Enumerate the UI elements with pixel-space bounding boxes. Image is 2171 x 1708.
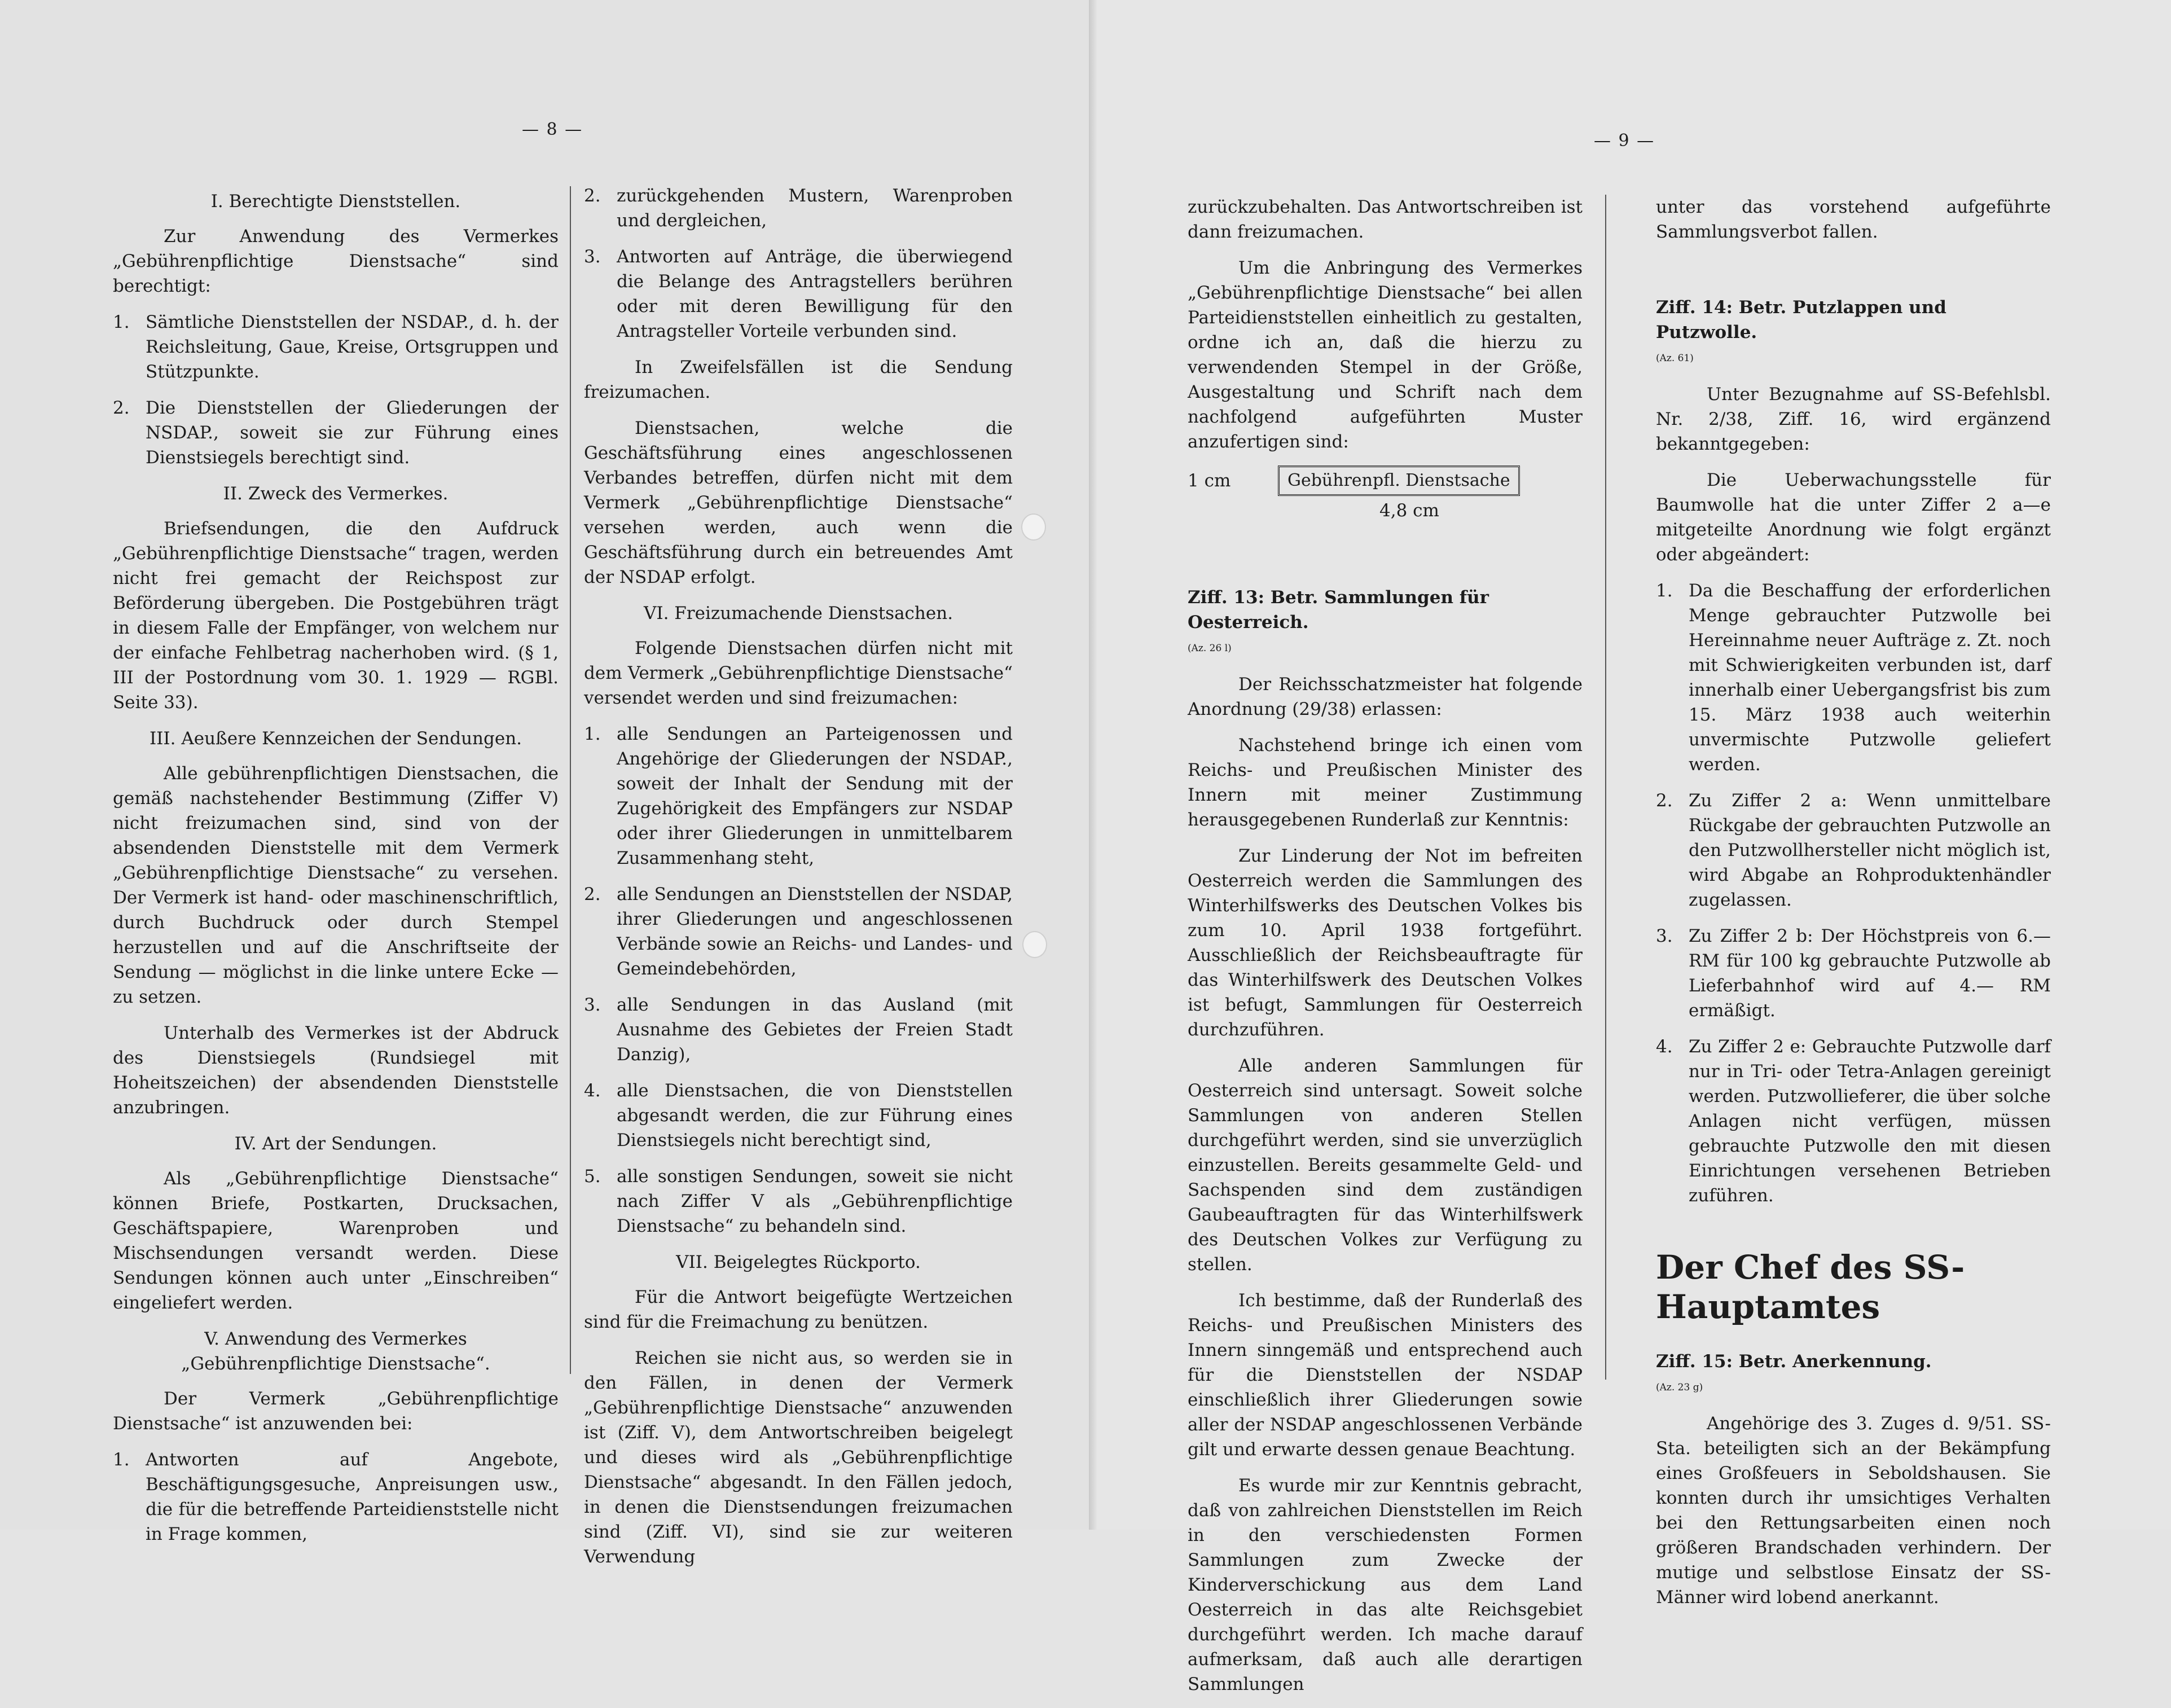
numbered-list [113,310,559,470]
numbered-list [113,1447,559,1547]
paragraph: Es wurde mir zur Kenntnis gebracht, daß von zahlreichen Dienststellen im Reich in den verschiedensten Formen Sammlungen zum Zwecke der Kinderverschickung aus dem Land Oesterreich in das alte Reichsgebiet durchgeführt werden. Ich mache darauf aufmerksam, daß auch alle derartigen Sammlungen [1188,1476,1583,1694]
paragraph: Alle anderen Sammlungen für Oesterreich sind untersagt. Soweit solche Sammlungen von anderen Stellen durchgeführt werden, sind sie unverzüglich einzustellen. Bereits gesammelte Geld- und Sachspenden sind dem zuständigen Gaubeauftragten für das Winterhilfswerk des Deutschen Volkes zur Verfügung zu stellen. [1188,1056,1583,1275]
paragraph: Der Vermerk „Gebührenpflichtige Dienstsache“ ist anzuwenden bei: [113,1389,559,1434]
chief-heading: Der Chef des SS-Hauptamtes [1656,1248,1965,1326]
ziff-15-reference: (Az. 23 g) [1656,1382,1703,1393]
right-page [1097,0,2171,1694]
page-number-left: — 8 — [522,120,583,139]
list-item: 2. Die Dienststellen der Gliederungen der NSDAP., soweit sie zur Führung eines Dienstsiegels berechtigt sind. [113,398,559,468]
list-item: 1. Sämtliche Dienststellen der NSDAP., d. h. der Reichsleitung, Gaue, Kreise, Ortsgruppen und Stützpunkte. [113,312,559,382]
stamp-sample [1188,466,1583,496]
section-title-2: II. Zweck des Vermerkes. [223,484,449,504]
paragraph: Alle gebührenpflichtigen Dienstsachen, die gemäß nachstehender Bestimmung (Ziffer V) nicht freizumachen sind, sind von der absendenden Dienststelle mit dem Vermerk „Gebührenpflichtige Dienstsache“ zu versehen. Der Vermerk ist hand- oder maschinenschriftlich, durch Buchdruck oder durch Stempel herzustellen und auf die Anschriftseite der Sendung — möglichst in die linke untere Ecke — zu setzen. [113,763,559,1007]
section-title-3: III. Aeußere Kennzeichen der Sendungen. [149,728,522,749]
list-item: 3. alle Sendungen in das Ausland (mit Ausnahme des Gebietes der Freien Stadt Danzig), [584,995,1013,1065]
section-title-1: I. Berechtigte Dienststellen. [210,191,461,212]
left-page [0,0,1089,1567]
stamp-width-label: 4,8 cm [1379,500,1439,521]
paragraph: Nachstehend bringe ich einen vom Reichs- und Preußischen Minister des Innern mit meiner Zustimmung herausgegebenen Runderlaß zur Kenntnis: [1188,735,1583,830]
paragraph: Unterhalb des Vermerkes ist der Abdruck des Dienstsiegels (Rundsiegel mit Hoheitszeichen) der absendenden Dienststelle anzubringen. [113,1023,559,1118]
list-item: 1. Antworten auf Angebote, Beschäftigungsgesuche, Anpreisungen usw., die für die betreffende Parteidienststelle nicht in Frage kommen, [113,1450,559,1544]
section-title-5: V. Anwendung des Vermerkes „Gebührenpflichtige Dienstsache“. [181,1329,490,1374]
numbered-list [1656,578,2051,1208]
paragraph: Für die Antwort beigefügte Wertzeichen sind für die Freimachung zu benützen. [584,1287,1013,1332]
paragraph: In Zweifelsfällen ist die Sendung freizumachen. [584,357,1013,402]
list-item: 1. Da die Beschaffung der erforderlichen Menge gebrauchter Putzwolle bei Hereinnahme neuer Aufträge z. Zt. noch mit Schwierigkeiten verbunden ist, darf innerhalb einer Uebergangsfrist bis zum 15. März 1938 auch weiterhin unvermischte Putzwolle geliefert werden. [1656,581,2051,775]
ziff-13-title: Ziff. 13: Betr. Sammlungen für Oesterreich. [1188,587,1489,633]
paragraph: Briefsendungen, die den Aufdruck „Gebührenpflichtige Dienstsache“ tragen, werden nicht frei gemacht der Reichspost zur Beförderung übergeben. Die Postgebühren trägt in diesem Falle der Empfänger, von welchem nur der einfache Fehlbetrag nacherhoben wird. (§ 1, III der Postordnung vom 30. 1. 1929 — RGBl. Seite 33). [113,519,559,713]
paragraph: Ich bestimme, daß der Runderlaß des Reichs- und Preußischen Ministers des Innern sinngemäß und entsprechend auch für die Dienststellen der NSDAP einschließlich ihrer Gliederungen sowie aller der NSDAP angeschlossenen Verbände gilt und erwarte dessen genaue Beachtung. [1188,1290,1583,1460]
stamp-box: Gebührenpfl. Dienstsache [1278,466,1520,496]
paragraph: Die Ueberwachungsstelle für Baumwolle hat die unter Ziffer 2 a—e mitgeteilte Anordnung wie folgt ergänzt oder abgeändert: [1656,470,2051,565]
paragraph: unter das vorstehend aufgeführte Sammlungsverbot fallen. [1656,197,2051,242]
paragraph: Zur Anwendung des Vermerkes „Gebührenpflichtige Dienstsache“ sind berechtigt: [113,226,559,296]
punch-hole [1021,513,1046,541]
column-divider [570,186,571,1374]
paragraph: zurückzubehalten. Das Antwortschreiben ist dann freizumachen. [1188,197,1583,242]
list-item: 5. alle sonstigen Sendungen, soweit sie nicht nach Ziffer V als „Gebührenpflichtige Dienstsache“ zu behandeln sind. [584,1166,1013,1236]
punch-hole [1022,931,1047,958]
right-page-column-2 [1656,195,2051,1621]
list-item: 2. Zu Ziffer 2 a: Wenn unmittelbare Rückgabe der gebrauchten Putzwolle an den Putzwollhersteller nicht möglich ist, wird Abgabe an Rohproduktenhändler zugelassen. [1656,791,2051,910]
numbered-list [584,722,1013,1239]
paragraph: Folgende Dienstsachen dürfen nicht mit dem Vermerk „Gebührenpflichtige Dienstsache“ versendet werden und sind freizumachen: [584,638,1013,708]
section-title-6: VI. Freizumachende Dienstsachen. [643,603,953,624]
list-item: 3. Zu Ziffer 2 b: Der Höchstpreis von 6.— RM für 100 kg gebrauchte Putzwolle ab Lieferbahnhof wird auf 4.— RM ermäßigt. [1656,926,2051,1021]
ziff-14-reference: (Az. 61) [1656,353,1694,364]
list-item: 1. alle Sendungen an Parteigenossen und Angehörige der Gliederungen der NSDAP., soweit der Inhalt der Sendung mit der Zugehörigkeit des Empfängers zur NSDAP oder ihrer Gliederungen in unmittelbarem Zusammenhang steht, [584,724,1013,868]
list-item: 4. alle Dienstsachen, die von Dienststellen abgesandt werden, die zur Führung eines Dienstsiegels nicht berechtigt sind, [584,1081,1013,1151]
ziff-14-title: Ziff. 14: Betr. Putzlappen und Putzwolle. [1656,297,1946,343]
paragraph: Zur Linderung der Not im befreiten Oesterreich werden die Sammlungen des Winterhilfswerks des Deutschen Volkes bis zum 10. April 1938 fortgeführt. Ausschließlich der Reichsbeauftragte für das Winterhilfswerk des Deutschen Volkes ist befugt, Sammlungen für Oesterreich durchzuführen. [1188,846,1583,1040]
column-divider [1605,195,1606,1380]
left-page-column-2 [584,183,1013,1580]
ziff-15-title: Ziff. 15: Betr. Anerkennung. [1656,1351,1932,1372]
paragraph: Unter Bezugnahme auf SS-Befehlsbl. Nr. 2/38, Ziff. 16, wird ergänzend bekanntgegeben: [1656,384,2051,454]
right-page-column-1 [1188,195,1583,1708]
left-page-column-1 [113,183,559,1558]
binding-gutter [1089,0,1097,1530]
list-item: 2. zurückgehenden Mustern, Warenproben und dergleichen, [584,186,1013,231]
paragraph: Reichen sie nicht aus, so werden sie in den Fällen, in denen der Vermerk „Gebührenpflichtige Dienstsache“ anzuwenden ist (Ziff. V), dem Antwortschreiben beigelegt und dieses wird als „Gebührenpflichtige Dienstsache“ abgesandt. In den Fällen jedoch, in denen die Dienstsendungen freizumachen sind (Ziff. VI), sind sie zur weiteren Verwendung [584,1348,1013,1567]
list-item: 4. Zu Ziffer 2 e: Gebrauchte Putzwolle darf nur in Tri- oder Tetra-Anlagen gereinigt werden. Putzwollieferer, die über solche Anlagen nicht verfügen, müssen gebrauchte Putzwolle den mit diesen Einrichtungen versehenen Betrieben zuführen. [1656,1037,2051,1206]
paragraph: Um die Anbringung des Vermerkes „Gebührenpflichtige Dienstsache“ bei allen Parteidienststellen einheitlich zu gestalten, ordne ich an, daß die hierzu zu verwendenden Stempel in der Größe, Ausgestaltung und Schrift nach dem nachfolgend aufgeführten Muster anzufertigen sind: [1188,258,1583,452]
stamp-height-label: 1 cm [1188,471,1231,491]
list-item: 3. Antworten auf Anträge, die überwiegend die Belange des Antragstellers berühren oder mit deren Bewilligung für den Antragsteller Vorteile verbunden sind. [584,247,1013,341]
ziff-13-reference: (Az. 26 l) [1188,643,1232,654]
page-number-right: — 9 — [1594,131,1655,151]
paragraph: Der Reichsschatzmeister hat folgende Anordnung (29/38) erlassen: [1188,674,1583,719]
numbered-list [584,183,1013,344]
section-title-4: IV. Art der Sendungen. [234,1134,437,1154]
section-title-7: VII. Beigelegtes Rückporto. [676,1252,921,1272]
list-item: 2. alle Sendungen an Dienststellen der NSDAP, ihrer Gliederungen und angeschlossenen Verbände sowie an Reichs- und Landes- und Gemeindebehörden, [584,884,1013,979]
paragraph: Angehörige des 3. Zuges d. 9/51. SS-Sta. beteiligten sich an der Bekämpfung eines Großfeuers in Seboldshausen. Sie konnten durch ihr umsichtiges Verhalten bei den Rettungsarbeiten einen noch größeren Brandschaden verhindern. Der mutige und selbstlose Einsatz der SS-Männer wird lobend anerkannt. [1656,1413,2051,1608]
paragraph: Dienstsachen, welche die Geschäftsführung eines angeschlossenen Verbandes betreffen, dürfen nicht mit dem Vermerk „Gebührenpflichtige Dienstsache“ versehen werden, auch wenn die Geschäftsführung durch ein betreuendes Amt der NSDAP erfolgt. [584,418,1013,587]
paragraph: Als „Gebührenpflichtige Dienstsache“ können Briefe, Postkarten, Drucksachen, Geschäftspapiere, Warenproben und Mischsendungen versandt werden. Diese Sendungen können auch unter „Einschreiben“ eingeliefert werden. [113,1169,559,1313]
